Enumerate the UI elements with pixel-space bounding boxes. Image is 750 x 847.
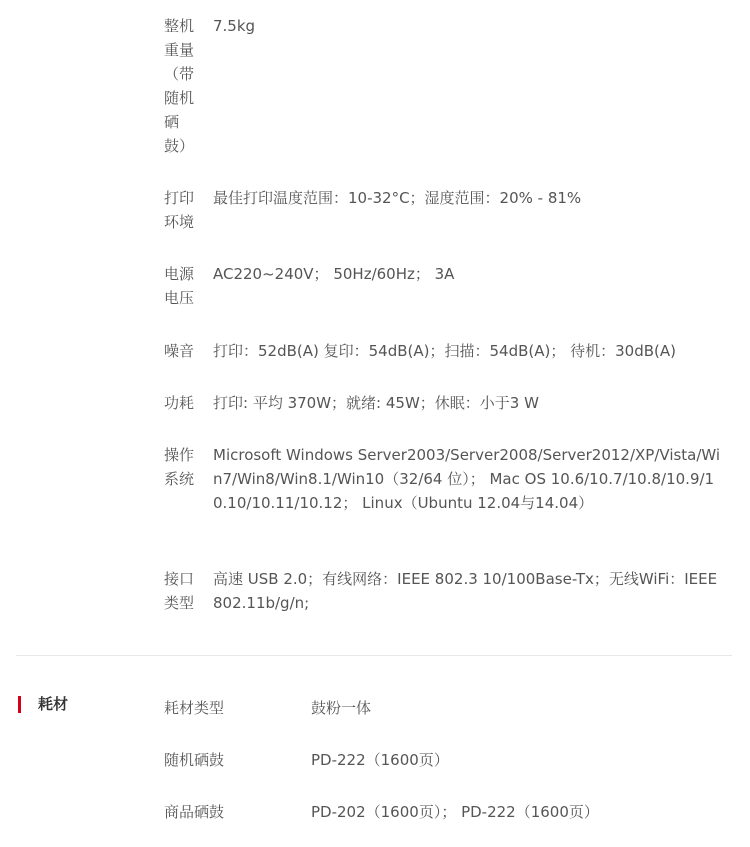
section-divider	[16, 655, 732, 656]
consumable-value: 鼓粉一体	[311, 699, 372, 717]
spec-label: 整机重量（带随机硒鼓）	[164, 17, 195, 155]
consumable-label: 耗材类型	[164, 699, 225, 717]
spec-label: 接口类型	[164, 570, 195, 612]
section-title: 耗材	[38, 695, 69, 713]
spec-label: 噪音	[164, 342, 195, 360]
spec-label: 功耗	[164, 394, 195, 412]
spec-value: AC220~240V； 50Hz/60Hz； 3A	[213, 265, 455, 283]
spec-label: 打印环境	[164, 189, 195, 231]
section-accent-bar	[18, 696, 21, 713]
consumable-label: 随机硒鼓	[164, 751, 225, 769]
spec-value: 打印：52dB(A) 复印：54dB(A)；扫描：54dB(A)； 待机：30dB(A)	[213, 342, 676, 360]
spec-value: 7.5kg	[213, 17, 256, 35]
consumable-value: PD-202（1600页）； PD-222（1600页）	[311, 803, 599, 821]
spec-value: 高速 USB 2.0；有线网络：IEEE 802.3 10/100Base-Tx；无线WiFi：IEEE 802.11b/g/n;	[213, 570, 718, 612]
spec-value: Microsoft Windows Server2003/Server2008/Server2012/XP/Vista/Win7/Win8/Win8.1/Win10（32/64 位）； Mac OS 10.6/10.7/10.8/10.9/10.10/10.11/10.12； Linux（Ubuntu 12.04与14.04）	[213, 446, 721, 512]
spec-value: 最佳打印温度范围：10-32°C；湿度范围：20% - 81%	[213, 189, 582, 207]
spec-value: 打印: 平均 370W；就绪: 45W；休眠：小于3 W	[213, 394, 539, 412]
consumable-value: PD-222（1600页）	[311, 751, 449, 769]
spec-label: 操作系统	[164, 446, 195, 488]
spec-label: 电源电压	[164, 265, 195, 307]
consumable-label: 商品硒鼓	[164, 803, 225, 821]
